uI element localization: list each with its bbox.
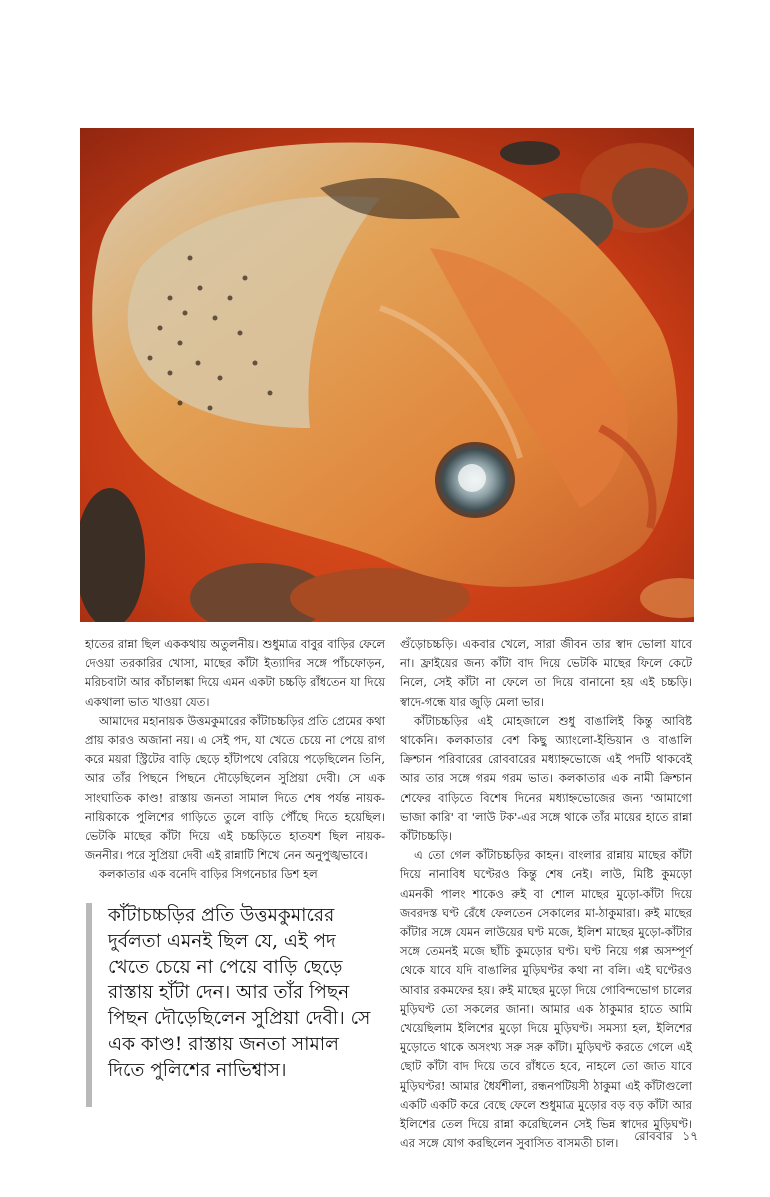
fish-head-curry-icon xyxy=(80,128,694,622)
left-column xyxy=(85,635,385,885)
left-paragraph-3: কলকাতার এক বনেদি বাড়ির সিগনেচার ডিশ হল xyxy=(99,867,318,882)
right-paragraph-2: কাঁটাচচ্চড়ির এই মোহজালে শুধু বাঙালিই কিন্তু আবিষ্ট থাকেনি। কলকাতার বেশ কিছু অ্যাংলো-ইন্ডিয়ান ও বাঙালি ক্রিশ্চান পরিবারের রোববারের মধ্যাহ্নভোজে এই পদটি থাকবেই আর তার সঙ্গে গরম গরম ভাত। কলকাতার এক নামী ক্রিশ্চান শেফের বাড়িতে বিশেষ দিনের মধ্যাহ্নভোজের জন্য 'আমাগো ভাজা কারি' বা 'লাউ টক'-এর সঙ্গে থাকে তাঁর মায়ের হাতে রান্না কাঁটাচচ্চড়ি। xyxy=(400,713,692,844)
right-paragraph-1: গুঁড়োচচ্চড়ি। একবার খেলে, সারা জীবন তার স্বাদ ভোলা যাবে না। ফ্রাইয়ের জন্য কাঁটা বাদ দিয়ে ভেটকি মাছের ফিলে কেটে নিলে, সেই কাঁটা না ফেলে তা দিয়ে বানানো হয় এই চচ্চড়ি। স্বাদে-গন্ধে যার জুড়ি মেলা ভার। xyxy=(400,637,692,709)
magazine-name: রোববার xyxy=(634,1129,673,1143)
page-footer xyxy=(628,1128,698,1148)
left-paragraph-2: আমাদের মহানায়ক উত্তমকুমারের কাঁটাচচ্চড়ির প্রতি প্রেমের কথা প্রায় কারও অজানা নয়। এ সেই পদ, যা খেতে চেয়ে না পেয়ে রাগ করে ময়রা স্ট্রিটের বাড়ি ছেড়ে হাঁটাপথে বেরিয়ে পড়েছিলেন তিনি, আর তাঁর পিছনে পিছনে দৌড়েছিলেন সুপ্রিয়া দেবী। সে এক সাংঘাতিক কাণ্ড! রাস্তায় জনতা সামাল দিতে শেষ পর্যন্ত নায়ক-নায়িকাকে পুলিশের গাড়িতে তুলে বাড়ি পৌঁছে দিতে হয়েছিল। ভেটকি মাছের কাঁটা দিয়ে এই চচ্চড়িতে হাতযশ ছিল নায়ক-জননীর। পরে সুপ্রিয়া দেবী এই রান্নাটি শিখে নেন অনুপুঙ্খভাবে। xyxy=(85,713,385,863)
fish-head-curry-photo xyxy=(80,128,694,622)
right-column xyxy=(400,635,692,1153)
right-paragraph-3: এ তো গেল কাঁটাচচ্চড়ির কাহন। বাংলার রান্নায় মাছের কাঁটা দিয়ে নানাবিধ ঘণ্টেরও কিন্তু শেষ নেই। লাউ, মিষ্টি কুমড়ো এমনকী পালং শাকেও রুই বা শোল মাছের মুড়ো-কাঁটা দিয়ে জবরদস্ত ঘণ্ট রেঁধে ফেলতেন সেকালের মা-ঠাকুমারা। রুই মাছের কাঁটার সঙ্গে যেমন লাউয়ের ঘণ্ট মজে, ইলিশ মাছের মুড়ো-কাঁটার সঙ্গে তেমনই মজে ছাঁচি কুমড়োর ঘণ্ট। ঘণ্ট নিয়ে গপ্প অসম্পূর্ণ থেকে যাবে যদি বাঙালির মুড়িঘণ্টর কথা না বলি। এই ঘণ্টেরও আবার রকমফের হয়। রুই মাছের মুড়ো দিয়ে গোবিন্দভোগ চালের মুড়িঘণ্ট তো সকলের জানা। আমার এক ঠাকুমার হাতে আমি খেয়েছিলাম ইলিশের মুড়ো দিয়ে মুড়িঘণ্ট। সমস্যা হল, ইলিশের মুড়োতে থাকে অসংখ্য সরু সরু কাঁটা। মুড়িঘণ্ট করতে গেলে এই ছোট কাঁটা বাদ দিয়ে তবে রাঁধতে হবে, নাহলে তো জাত যাবে মুড়িঘণ্টর! আমার ধৈর্যশীলা, রন্ধনপটিয়সী ঠাকুমা এই কাঁটাগুলো একটি একটি করে বেছে ফেলে শুধুমাত্র মুড়োর বড় বড় কাঁটা আর ইলিশের তেল দিয়ে রান্না করেছিলেন সেই ভিন্ন স্বাদের মুড়িঘণ্ট। এর সঙ্গে যোগ করছিলেন সুবাসিত বাসমতী চাল। xyxy=(400,848,692,1151)
page-number: ১৭ xyxy=(682,1129,698,1143)
left-paragraph-1: হাতের রান্না ছিল এককথায় অতুলনীয়। শুধুমাত্র বাবুর বাড়ির ফেলে দেওয়া তরকারির খোসা, মাছের কাঁটা ইত্যাদির সঙ্গে পাঁচফোড়ন, মরিচবাটা আর কাঁচালঙ্কা দিয়ে এমন একটা চচ্চড়ি রাঁধতেন যা দিয়ে একথালা ভাত খাওয়া যেত। xyxy=(85,637,385,709)
pull-quote xyxy=(86,903,378,1107)
pull-quote-text: কাঁটাচচ্চড়ির প্রতি উত্তমকুমারের দুর্বলতা এমনই ছিল যে, এই পদ খেতে চেয়ে না পেয়ে বাড়ি ছেড়ে রাস্তায় হাঁটা দেন। আর তাঁর পিছন পিছন দৌড়েছিলেন সুপ্রিয়া দেবী। সে এক কাণ্ড! রাস্তায় জনতা সামাল দিতে পুলিশের নাভিশ্বাস। xyxy=(108,905,371,1081)
